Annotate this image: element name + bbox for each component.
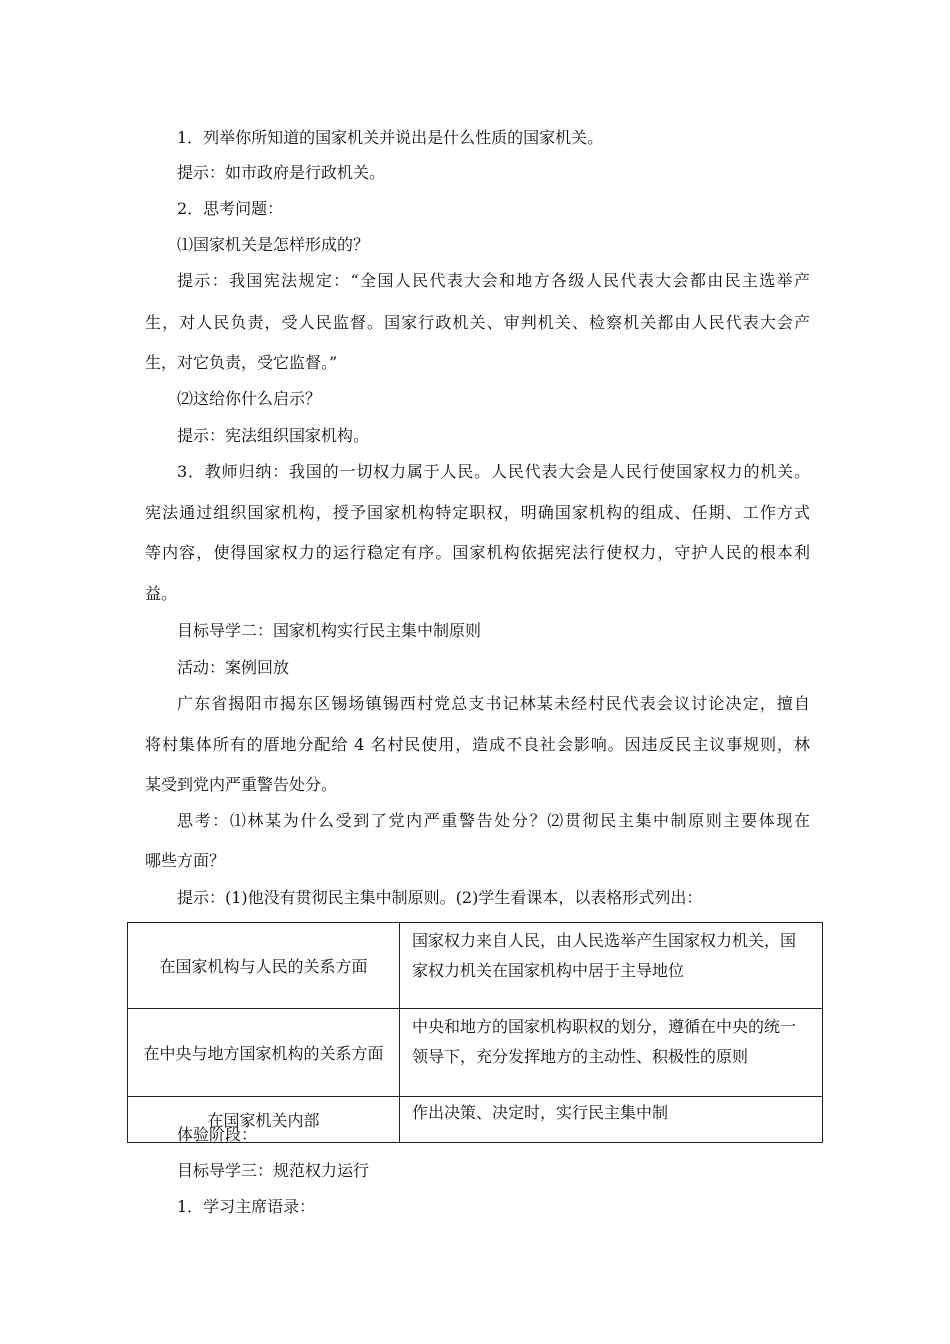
teacher-summary-line-4: 益。 xyxy=(145,584,178,603)
hint-3: 提示：宪法组织国家机构。 xyxy=(177,426,370,445)
table-content-cell xyxy=(400,923,823,1009)
think-line-2: 哪些方面？ xyxy=(145,851,226,870)
table-content-line: 中央和地方的国家机构职权的划分，遵循在中央的统一 xyxy=(412,1017,797,1036)
table-content-line: 国家权力来自人民，由人民选举产生国家权力机关，国 xyxy=(412,931,797,950)
table-aspect-cell: 在国家机构与人民的关系方面 xyxy=(128,923,400,1009)
question-2-heading: 2．思考问题： xyxy=(177,199,284,218)
goal-2-heading: 目标导学二：国家机构实行民主集中制原则 xyxy=(177,621,482,640)
hint-2-line-1: 提示：我国宪法规定：“全国人民代表大会和地方各级人民代表大会都由民主选举产 xyxy=(177,271,810,290)
hint-1: 提示：如市政府是行政机关。 xyxy=(177,163,386,182)
sub-question-2: ⑵这给你什么启示？ xyxy=(177,389,322,408)
hint-2-line-3: 生，对它负责，受它监督。” xyxy=(145,353,338,372)
table-content-line: 家权力机关在国家机构中居于主导地位 xyxy=(412,961,685,980)
table-content-cell xyxy=(400,1009,823,1097)
table-aspect-cell: 在国家机关内部 xyxy=(128,1097,400,1143)
case-line-1: 广东省揭阳市揭东区锡场镇锡西村党总支书记林某未经村民代表会议讨论决定，擅自 xyxy=(177,694,810,713)
experience-heading: 体验阶段： xyxy=(177,1125,258,1144)
table-aspect-cell: 在中央与地方国家机构的关系方面 xyxy=(128,1009,400,1097)
sub-question-1: ⑴国家机关是怎样形成的？ xyxy=(177,235,370,254)
teacher-summary-line-1: 3．教师归纳：我国的一切权力属于人民。人民代表大会是人民行使国家权力的机关。 xyxy=(177,462,810,481)
case-line-3: 某受到党内严重警告处分。 xyxy=(145,775,338,794)
table-content-line: 作出决策、决定时，实行民主集中制 xyxy=(412,1103,669,1122)
question-1: 1．列举你所知道的国家机关并说出是什么性质的国家机关。 xyxy=(177,128,604,147)
hint-4: 提示：(1)他没有贯彻民主集中制原则。(2)学生看课本，以表格形式列出： xyxy=(177,888,703,907)
think-line-1: 思考：⑴林某为什么受到了党内严重警告处分？⑵贯彻民主集中制原则主要体现在 xyxy=(177,811,810,830)
teacher-summary-line-2: 宪法通过组织国家机构，授予国家机构特定职权，明确国家机构的组成、任期、工作方式 xyxy=(145,503,810,522)
principle-table xyxy=(127,922,823,1143)
table-row xyxy=(128,1009,823,1097)
table-row xyxy=(128,923,823,1009)
activity-heading: 活动：案例回放 xyxy=(177,658,290,677)
teacher-summary-line-3: 等内容，使得国家权力的运行稳定有序。国家机构依据宪法行使权力，守护人民的根本利 xyxy=(145,543,810,562)
table-content-line: 领导下，充分发挥地方的主动性、积极性的原则 xyxy=(412,1047,749,1066)
goal-3-heading: 目标导学三：规范权力运行 xyxy=(177,1161,370,1180)
case-line-2: 将村集体所有的厝地分配给 4 名村民使用，造成不良社会影响。因违反民主议事规则，林 xyxy=(145,735,810,754)
hint-2-line-2: 生，对人民负责，受人民监督。国家行政机关、审判机关、检察机关都由人民代表大会产 xyxy=(145,313,810,332)
study-quotes-heading: 1．学习主席语录： xyxy=(177,1197,316,1216)
